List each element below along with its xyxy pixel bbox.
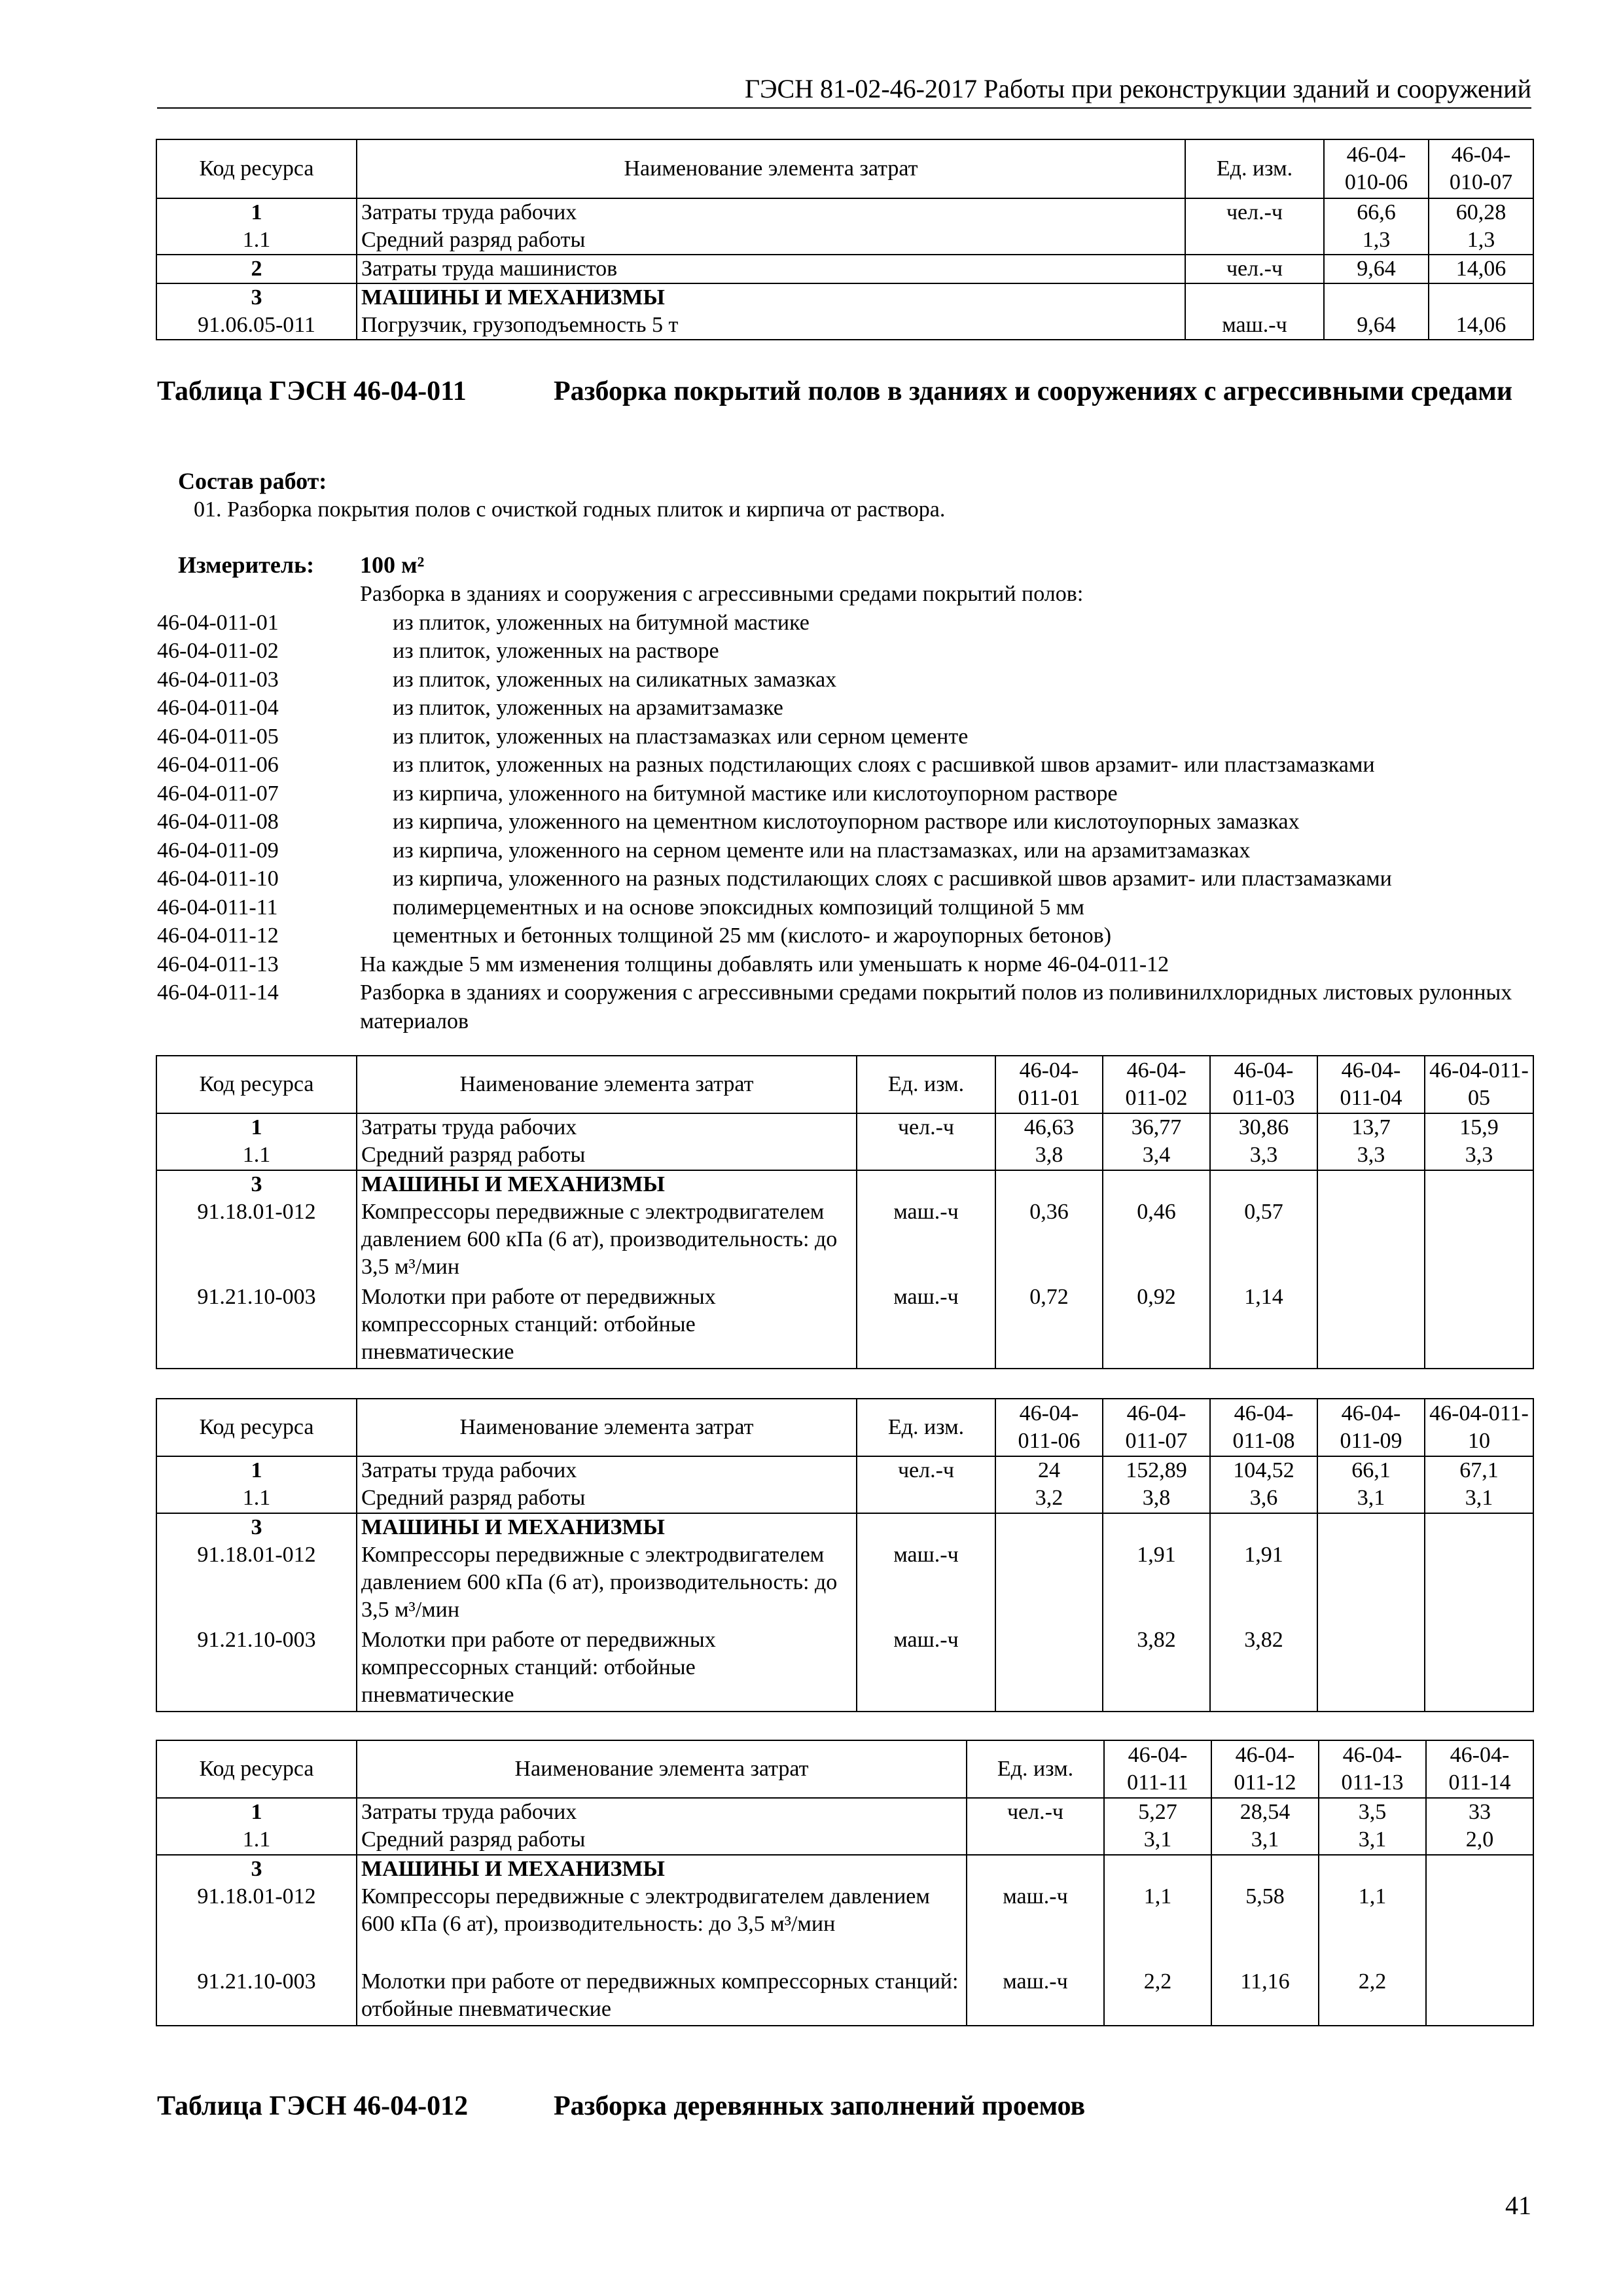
table-cell: маш.-ч bbox=[857, 1541, 995, 1626]
table-cell: Затраты труда рабочих bbox=[357, 1798, 967, 1826]
table-cell: 1.1 bbox=[156, 1141, 357, 1170]
work-text: из плиток, уложенных на битумной мастике bbox=[393, 610, 810, 635]
table-cell: 24 bbox=[995, 1456, 1103, 1484]
table-title: Разборка деревянных заполнений проемов bbox=[554, 2091, 1086, 2121]
table-cell: 3,1 bbox=[1211, 1826, 1319, 1855]
table-cell bbox=[1426, 1855, 1533, 1883]
header-name: Наименование элемента затрат bbox=[357, 139, 1185, 198]
table-cell: 3,1 bbox=[1317, 1484, 1425, 1513]
header-unit: Ед. изм. bbox=[967, 1740, 1104, 1798]
table-cell: Средний разряд работы bbox=[357, 1826, 967, 1855]
work-text: из плиток, уложенных на силикатных замазках bbox=[393, 667, 837, 692]
table-cell: 91.18.01-012 bbox=[156, 1198, 357, 1283]
table-number: Таблица ГЭСН 46-04-011 bbox=[157, 376, 467, 406]
table-cell: 2,2 bbox=[1104, 1968, 1211, 2026]
header-name: Наименование элемента затрат bbox=[357, 1399, 857, 1456]
table-cell: 67,1 bbox=[1425, 1456, 1533, 1484]
table-cell: Компрессоры передвижные с электродвигателем давлением 600 кПа (6 ат), производительность: до 3,5 м³/мин bbox=[357, 1883, 967, 1968]
work-text: из плиток, уложенных на пластзамазках или серном цементе bbox=[393, 724, 969, 749]
table-cell bbox=[1317, 1626, 1425, 1712]
table-46-04-011-11-14 bbox=[156, 1740, 1534, 2026]
table-cell: 0,46 bbox=[1103, 1198, 1210, 1283]
table-cell: 33 bbox=[1426, 1798, 1533, 1826]
table-cell bbox=[1425, 1541, 1533, 1626]
table-cell: 1.1 bbox=[156, 1484, 357, 1513]
table-cell: 3,5 bbox=[1319, 1798, 1426, 1826]
table-cell: 46,63 bbox=[995, 1113, 1103, 1141]
table-number: Таблица ГЭСН 46-04-012 bbox=[157, 2091, 469, 2121]
table-cell bbox=[1324, 283, 1429, 312]
header-col: 46-04-011-08 bbox=[1210, 1399, 1317, 1456]
table-cell bbox=[995, 1513, 1103, 1541]
table-cell: 91.18.01-012 bbox=[156, 1541, 357, 1626]
table-cell: Затраты труда рабочих bbox=[357, 198, 1185, 226]
header-name: Наименование элемента затрат bbox=[357, 1740, 967, 1798]
table-cell: 60,28 bbox=[1429, 198, 1533, 226]
table-cell: 3,1 bbox=[1104, 1826, 1211, 1855]
table-cell bbox=[857, 1513, 995, 1541]
table-cell: 11,16 bbox=[1211, 1968, 1319, 2026]
work-text: Разборка в зданиях и сооружения с агрессивными средами покрытий полов из поливинилхлоридных листовых рулонных материалов bbox=[360, 980, 1512, 1033]
header-col: 46-04-011-07 bbox=[1103, 1399, 1210, 1456]
table-cell: чел.-ч bbox=[1185, 255, 1324, 283]
table-cell bbox=[995, 1626, 1103, 1712]
header-col: 46-04-011-05 bbox=[1425, 1056, 1533, 1113]
table-cell: 0,57 bbox=[1210, 1198, 1317, 1283]
table-cell bbox=[1425, 1626, 1533, 1712]
work-item bbox=[157, 751, 1538, 780]
table-cell bbox=[1425, 1283, 1533, 1369]
table-cell: 14,06 bbox=[1429, 312, 1533, 340]
table-cell: чел.-ч bbox=[857, 1113, 995, 1141]
table-cell: Затраты труда рабочих bbox=[357, 1456, 857, 1484]
work-code: 46-04-011-03 bbox=[157, 667, 279, 692]
table-cell: Средний разряд работы bbox=[357, 226, 1185, 255]
header-col: 46-04-011-04 bbox=[1317, 1056, 1425, 1113]
table-cell: 13,7 bbox=[1317, 1113, 1425, 1141]
table-cell bbox=[1317, 1541, 1425, 1626]
table-cell: 3 bbox=[156, 283, 357, 312]
table-cell: 14,06 bbox=[1429, 255, 1533, 283]
work-text: из кирпича, уложенного на цементном кислотоупорном растворе или кислотоупорных замазках bbox=[393, 810, 1300, 834]
table-cell: 3,3 bbox=[1425, 1141, 1533, 1170]
header-col: 46-04-011-03 bbox=[1210, 1056, 1317, 1113]
table-cell: 3,1 bbox=[1425, 1484, 1533, 1513]
table-cell bbox=[857, 1484, 995, 1513]
table-cell: МАШИНЫ И МЕХАНИЗМЫ bbox=[357, 1513, 857, 1541]
table-cell: 1,91 bbox=[1103, 1541, 1210, 1626]
work-item bbox=[157, 780, 1538, 808]
table-cell: 1,3 bbox=[1324, 226, 1429, 255]
table-cell: Молотки при работе от передвижных компрессорных станций: отбойные пневматические bbox=[357, 1626, 857, 1712]
work-text: из кирпича, уложенного на серном цементе или на пластзамазках, или на арзамитзамазках bbox=[393, 838, 1251, 863]
work-item bbox=[157, 723, 1538, 751]
table-cell: 3,4 bbox=[1103, 1141, 1210, 1170]
table-cell: Молотки при работе от передвижных компрессорных станций: отбойные пневматические bbox=[357, 1283, 857, 1369]
header-col: 46-04-011-11 bbox=[1104, 1740, 1211, 1798]
work-item bbox=[157, 922, 1538, 950]
work-item bbox=[157, 637, 1538, 666]
work-item bbox=[157, 978, 1538, 1035]
table-cell bbox=[1104, 1855, 1211, 1883]
work-code: 46-04-011-10 bbox=[157, 867, 279, 891]
table-cell: чел.-ч bbox=[857, 1456, 995, 1484]
work-text: На каждые 5 мм изменения толщины добавлять или уменьшать к норме 46-04-011-12 bbox=[360, 952, 1169, 977]
table-cell: 2,0 bbox=[1426, 1826, 1533, 1855]
table-cell: Компрессоры передвижные с электродвигателем давлением 600 кПа (6 ат), производительность: до 3,5 м³/мин bbox=[357, 1541, 857, 1626]
table-title: Разборка покрытий полов в зданиях и сооружениях с агрессивными средами bbox=[554, 376, 1513, 406]
work-code: 46-04-011-12 bbox=[157, 924, 279, 948]
table-cell: Затраты труда машинистов bbox=[357, 255, 1185, 283]
table-cell bbox=[1317, 1170, 1425, 1198]
measure-value: 100 м² bbox=[360, 552, 425, 578]
header-unit: Ед. изм. bbox=[857, 1399, 995, 1456]
work-text: цементных и бетонных толщиной 25 мм (кислото- и жароупорных бетонов) bbox=[393, 924, 1112, 948]
table-cell: 91.21.10-003 bbox=[156, 1968, 357, 2026]
work-code: 46-04-011-09 bbox=[157, 838, 279, 863]
table-cell bbox=[1210, 1170, 1317, 1198]
work-text: из плиток, уложенных на разных подстилающих слоях с расшивкой швов арзамит- или пластзамазками bbox=[393, 753, 1375, 777]
work-item bbox=[157, 609, 1538, 637]
table-cell bbox=[967, 1826, 1104, 1855]
work-code: 46-04-011-01 bbox=[157, 610, 279, 635]
table-cell: 1 bbox=[156, 198, 357, 226]
table-cell: Молотки при работе от передвижных компрессорных станций: отбойные пневматические bbox=[357, 1968, 967, 2026]
header-code: Код ресурса bbox=[156, 1740, 357, 1798]
header-name: Наименование элемента затрат bbox=[357, 1056, 857, 1113]
table-cell: 36,77 bbox=[1103, 1113, 1210, 1141]
work-code: 46-04-011-13 bbox=[157, 952, 279, 977]
work-item bbox=[157, 808, 1538, 836]
table-cell bbox=[857, 1141, 995, 1170]
table-cell: 3,6 bbox=[1210, 1484, 1317, 1513]
table-cell: 1,14 bbox=[1210, 1283, 1317, 1369]
table-cell bbox=[1103, 1513, 1210, 1541]
table-cell: маш.-ч bbox=[857, 1626, 995, 1712]
table-cell: 3 bbox=[156, 1855, 357, 1883]
table-cell bbox=[1429, 283, 1533, 312]
table-46-04-010-continuation bbox=[156, 139, 1534, 340]
table-cell: 3,3 bbox=[1210, 1141, 1317, 1170]
table-cell: 9,64 bbox=[1324, 255, 1429, 283]
works-list bbox=[157, 580, 1538, 1035]
table-cell: 2 bbox=[156, 255, 357, 283]
work-composition-label: Состав работ: bbox=[178, 468, 327, 494]
table-cell: чел.-ч bbox=[967, 1798, 1104, 1826]
table-cell: 0,92 bbox=[1103, 1283, 1210, 1369]
table-cell: 3,8 bbox=[995, 1141, 1103, 1170]
header-code: Код ресурса bbox=[156, 1056, 357, 1113]
table-cell: МАШИНЫ И МЕХАНИЗМЫ bbox=[357, 283, 1185, 312]
table-cell bbox=[857, 1170, 995, 1198]
table-cell: Компрессоры передвижные с электродвигателем давлением 600 кПа (6 ат), производительность: до 3,5 м³/мин bbox=[357, 1198, 857, 1283]
measure-label: Измеритель: bbox=[178, 552, 315, 578]
work-text: из плиток, уложенных на растворе bbox=[393, 639, 719, 663]
work-text: из плиток, уложенных на арзамитзамазке bbox=[393, 696, 783, 720]
header-unit: Ед. изм. bbox=[857, 1056, 995, 1113]
table-cell bbox=[995, 1541, 1103, 1626]
table-cell: МАШИНЫ И МЕХАНИЗМЫ bbox=[357, 1855, 967, 1883]
header-col: 46-04-011-10 bbox=[1425, 1399, 1533, 1456]
table-cell: 3,82 bbox=[1210, 1626, 1317, 1712]
table-cell bbox=[1425, 1513, 1533, 1541]
table-cell: 1,91 bbox=[1210, 1541, 1317, 1626]
table-cell bbox=[1317, 1513, 1425, 1541]
table-cell: маш.-ч bbox=[967, 1968, 1104, 2026]
table-cell bbox=[1103, 1170, 1210, 1198]
work-code: 46-04-011-08 bbox=[157, 810, 279, 834]
table-cell: Погрузчик, грузоподъемность 5 т bbox=[357, 312, 1185, 340]
table-cell: 1.1 bbox=[156, 226, 357, 255]
table-cell: 9,64 bbox=[1324, 312, 1429, 340]
table-cell bbox=[1317, 1283, 1425, 1369]
work-item bbox=[157, 694, 1538, 723]
work-item bbox=[157, 836, 1538, 865]
table-cell: 91.06.05-011 bbox=[156, 312, 357, 340]
table-cell: 3,1 bbox=[1319, 1826, 1426, 1855]
work-code: 46-04-011-14 bbox=[157, 980, 279, 1005]
table-cell: маш.-ч bbox=[967, 1883, 1104, 1968]
works-intro: Разборка в зданиях и сооружения с агрессивными средами покрытий полов: bbox=[360, 582, 1084, 606]
table-cell: чел.-ч bbox=[1185, 198, 1324, 226]
running-header: ГЭСН 81-02-46-2017 Работы при реконструкции зданий и сооружений bbox=[744, 74, 1531, 103]
table-cell: 15,9 bbox=[1425, 1113, 1533, 1141]
work-item bbox=[157, 893, 1538, 922]
table-cell bbox=[1317, 1198, 1425, 1283]
table-cell: 91.18.01-012 bbox=[156, 1883, 357, 1968]
table-cell: 1 bbox=[156, 1113, 357, 1141]
table-cell bbox=[1185, 283, 1324, 312]
table-cell: 1,1 bbox=[1104, 1883, 1211, 1968]
work-code: 46-04-011-06 bbox=[157, 753, 279, 777]
table-cell: 66,6 bbox=[1324, 198, 1429, 226]
table-cell: Затраты труда рабочих bbox=[357, 1113, 857, 1141]
header-col: 46-04-011-02 bbox=[1103, 1056, 1210, 1113]
work-text: полимерцементных и на основе эпоксидных композиций толщиной 5 мм bbox=[393, 895, 1084, 920]
work-item bbox=[157, 950, 1538, 979]
table-cell: 3,8 bbox=[1103, 1484, 1210, 1513]
table-cell bbox=[1426, 1883, 1533, 1968]
header-code: Код ресурса bbox=[156, 139, 357, 198]
header-col: 46-04-011-14 bbox=[1426, 1740, 1533, 1798]
table-cell: 3,2 bbox=[995, 1484, 1103, 1513]
table-cell: 2,2 bbox=[1319, 1968, 1426, 2026]
header-col-2: 46-04-010-07 bbox=[1429, 139, 1533, 198]
table-cell: 0,72 bbox=[995, 1283, 1103, 1369]
work-text: из кирпича, уложенного на битумной мастике или кислотоупорном растворе bbox=[393, 781, 1118, 806]
table-cell: 0,36 bbox=[995, 1198, 1103, 1283]
table-cell bbox=[1210, 1513, 1317, 1541]
table-cell: 5,27 bbox=[1104, 1798, 1211, 1826]
table-cell: 152,89 bbox=[1103, 1456, 1210, 1484]
table-cell: 91.21.10-003 bbox=[156, 1283, 357, 1369]
table-cell: 1 bbox=[156, 1456, 357, 1484]
header-col: 46-04-011-06 bbox=[995, 1399, 1103, 1456]
work-code: 46-04-011-07 bbox=[157, 781, 279, 806]
table-cell bbox=[1319, 1855, 1426, 1883]
table-cell: Средний разряд работы bbox=[357, 1141, 857, 1170]
work-text: из кирпича, уложенного на разных подстилающих слоях с расшивкой швов арзамит- или пластзамазками bbox=[393, 867, 1392, 891]
table-cell: 66,1 bbox=[1317, 1456, 1425, 1484]
header-col: 46-04-011-09 bbox=[1317, 1399, 1425, 1456]
work-code: 46-04-011-11 bbox=[157, 895, 278, 920]
table-cell bbox=[1211, 1855, 1319, 1883]
table-cell bbox=[1185, 226, 1324, 255]
header-col: 46-04-011-01 bbox=[995, 1056, 1103, 1113]
table-cell: маш.-ч bbox=[857, 1283, 995, 1369]
header-unit: Ед. изм. bbox=[1185, 139, 1324, 198]
table-cell: 1,3 bbox=[1429, 226, 1533, 255]
table-cell bbox=[995, 1170, 1103, 1198]
table-cell: маш.-ч bbox=[857, 1198, 995, 1283]
table-cell: 1 bbox=[156, 1798, 357, 1826]
work-code: 46-04-011-04 bbox=[157, 696, 279, 720]
table-cell: 3,82 bbox=[1103, 1626, 1210, 1712]
page-number: 41 bbox=[1505, 2191, 1531, 2220]
table-cell bbox=[967, 1855, 1104, 1883]
table-cell: 91.21.10-003 bbox=[156, 1626, 357, 1712]
table-cell: 1,1 bbox=[1319, 1883, 1426, 1968]
table-cell: 3 bbox=[156, 1513, 357, 1541]
work-item bbox=[157, 666, 1538, 694]
table-cell: 104,52 bbox=[1210, 1456, 1317, 1484]
table-cell bbox=[1426, 1968, 1533, 2026]
table-46-04-011-06-10 bbox=[156, 1398, 1534, 1712]
work-composition-text: 01. Разборка покрытия полов с очисткой годных плиток и кирпича от раствора. bbox=[194, 497, 946, 522]
header-col: 46-04-011-13 bbox=[1319, 1740, 1426, 1798]
table-cell: 5,58 bbox=[1211, 1883, 1319, 1968]
table-cell bbox=[1425, 1170, 1533, 1198]
table-cell: МАШИНЫ И МЕХАНИЗМЫ bbox=[357, 1170, 857, 1198]
table-cell: 3 bbox=[156, 1170, 357, 1198]
table-cell: Средний разряд работы bbox=[357, 1484, 857, 1513]
table-cell bbox=[1425, 1198, 1533, 1283]
table-cell: 1.1 bbox=[156, 1826, 357, 1855]
table-cell: 3,3 bbox=[1317, 1141, 1425, 1170]
table-46-04-011-01-05 bbox=[156, 1055, 1534, 1369]
work-code: 46-04-011-05 bbox=[157, 724, 279, 749]
header-code: Код ресурса bbox=[156, 1399, 357, 1456]
work-item bbox=[157, 865, 1538, 893]
table-cell: 30,86 bbox=[1210, 1113, 1317, 1141]
work-code: 46-04-011-02 bbox=[157, 639, 279, 663]
header-col-1: 46-04-010-06 bbox=[1324, 139, 1429, 198]
header-col: 46-04-011-12 bbox=[1211, 1740, 1319, 1798]
header-rule bbox=[157, 107, 1531, 109]
table-cell: маш.-ч bbox=[1185, 312, 1324, 340]
table-cell: 28,54 bbox=[1211, 1798, 1319, 1826]
